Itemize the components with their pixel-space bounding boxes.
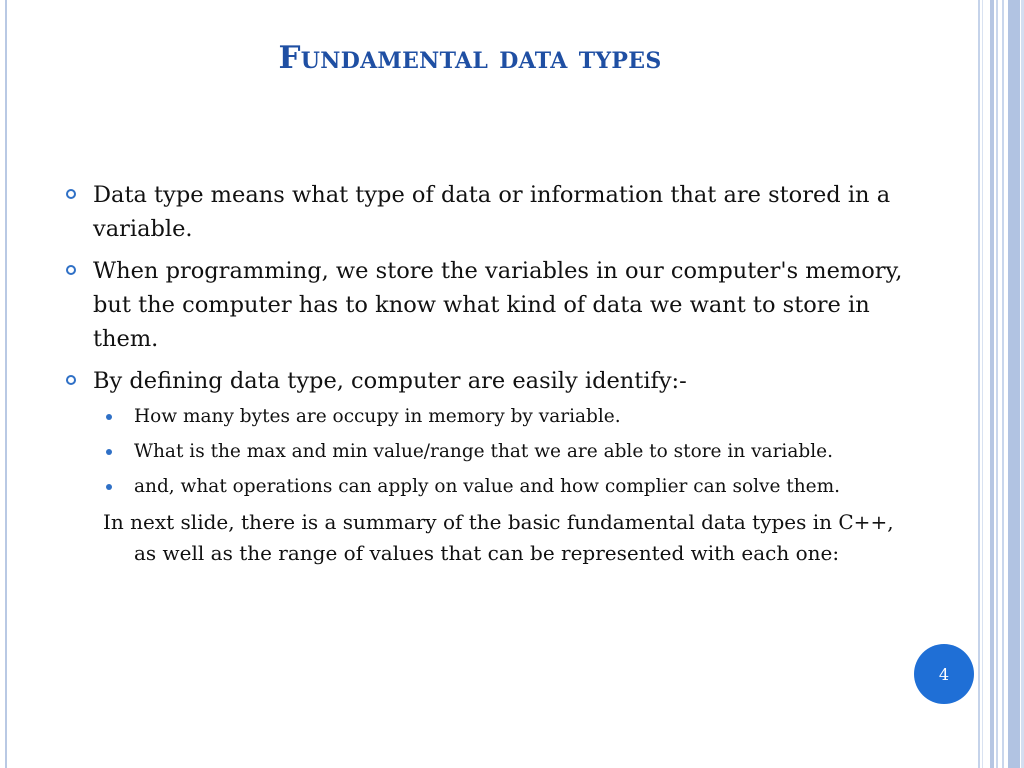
- stripe: [978, 0, 980, 768]
- ring-bullet-icon: [66, 265, 76, 275]
- slide-content: [62, 178, 912, 569]
- stripe: [1002, 0, 1004, 768]
- bullet-text: By defining data type, computer are easily identify:-: [93, 368, 687, 394]
- ring-bullet-icon: [66, 375, 76, 385]
- dot-bullet-icon: [106, 449, 112, 455]
- sub-bullet-item: [62, 402, 912, 431]
- page-number: 4: [938, 664, 950, 684]
- bullet-item: [62, 254, 912, 356]
- sub-bullet-item: [62, 437, 912, 466]
- note-text: In next slide, there is a summary of the basic fundamental data types in C++, as well as the range of values that can be represented with each one:: [103, 510, 894, 565]
- sub-bullet-text: and, what operations can apply on value and how complier can solve them.: [134, 476, 841, 497]
- dot-bullet-icon: [106, 484, 112, 490]
- sub-bullet-item: [62, 472, 912, 501]
- sub-bullet-text: How many bytes are occupy in memory by variable.: [134, 406, 621, 427]
- right-decorative-stripes: [978, 0, 1024, 768]
- page-number-badge: [914, 644, 974, 704]
- bullet-text: When programming, we store the variables in our computer's memory, but the computer has to know what kind of data we want to store in them.: [93, 258, 903, 352]
- ring-bullet-icon: [66, 189, 76, 199]
- slide-title: Fundamental data types: [278, 40, 662, 76]
- bullet-item: [62, 364, 912, 398]
- stripe: [996, 0, 998, 768]
- stripe: [990, 0, 994, 768]
- stripe: [982, 0, 983, 768]
- bullet-text: Data type means what type of data or information that are stored in a variable.: [93, 182, 891, 242]
- dot-bullet-icon: [106, 414, 112, 420]
- left-border-line: [5, 0, 7, 768]
- bullet-item: [62, 178, 912, 246]
- stripe: [1008, 0, 1020, 768]
- sub-bullet-text: What is the max and min value/range that we are able to store in variable.: [134, 441, 833, 462]
